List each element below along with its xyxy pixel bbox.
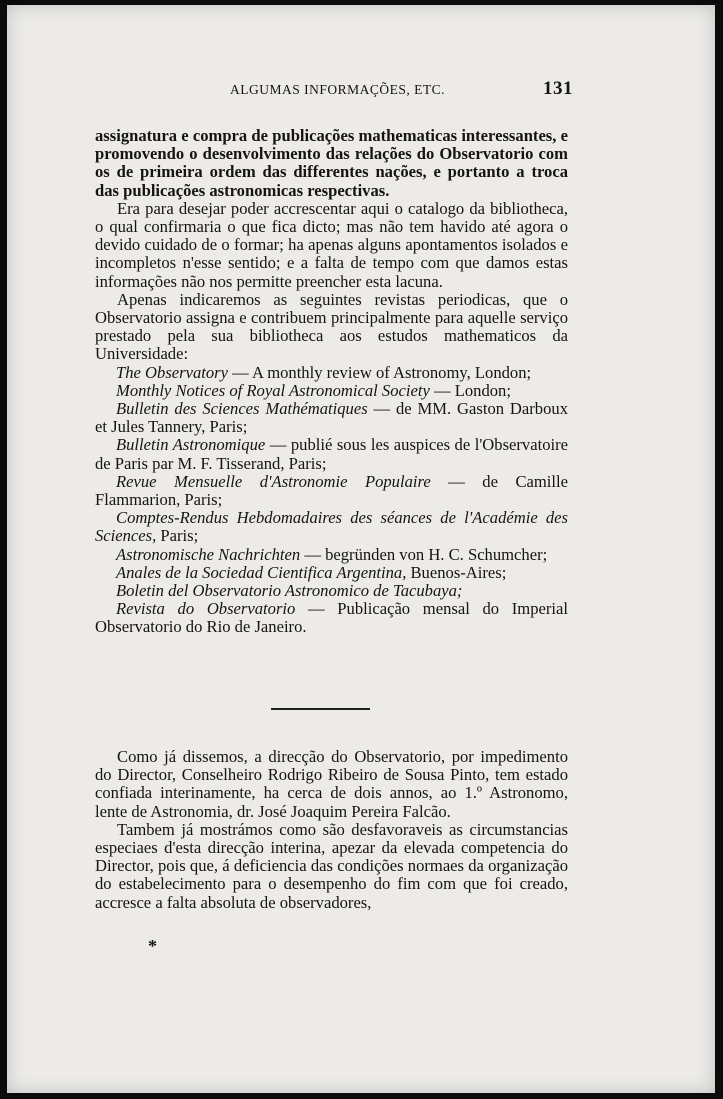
journal-title: Bulletin Astronomique (116, 435, 266, 455)
journal-title: Astronomische Nachrichten (116, 544, 301, 564)
journal-details: — London; (429, 380, 511, 400)
journal-details: — de Camille Flammarion, Paris; (95, 471, 568, 510)
journal-entry (95, 600, 568, 636)
journal-title: Anales de la Sociedad Cientifica Argentina, (116, 562, 407, 582)
journal-entry (95, 382, 568, 400)
journal-title: Bulletin des Sciences Mathématiques (116, 399, 368, 419)
journal-details: — A monthly review of Astronomy, London; (228, 362, 532, 382)
running-title: ALGUMAS INFORMAÇÕES, ETC. (230, 82, 446, 97)
journal-details: Buenos-Aires; (406, 562, 507, 582)
paragraph: Apenas indicaremos as seguintes revistas periodicas, que o Observatorio assigna e contribuem principalmente para aquelle serviço prestado pela sua bibliotheca aos estudos mathematicos da Universidade: (95, 289, 568, 364)
section-library (95, 127, 568, 637)
journal-details: — publié sous les auspices de l'Observatoire de Paris par M. F. Tisserand, Paris; (95, 435, 569, 473)
journal-details: — begründen von H. C. Schumcher; (300, 544, 548, 564)
journal-title: Comptes-Rendus Hebdomadaires des séances de l'Académie des Sciences, (95, 508, 568, 546)
journal-entry (95, 436, 568, 472)
journal-entry (95, 473, 568, 509)
journal-details: Paris; (156, 526, 199, 546)
journal-entry (95, 509, 568, 545)
journal-title: The Observatory (116, 362, 228, 382)
section-divider (271, 708, 370, 710)
journal-details: — Publicação mensal do Imperial Observatorio do Rio de Janeiro. (95, 599, 568, 637)
journal-entry (95, 564, 568, 582)
journal-entry (95, 582, 568, 600)
journal-title: Revue Mensuelle d'Astronomie Populaire (116, 471, 431, 491)
journal-details: — de MM. Gaston Darboux et Jules Tannery, Paris; (95, 399, 568, 437)
paragraph: Tambem já mostrámos como são desfavoraveis as circumstancias especiaes d'esta direcção interina, apezar da elevada competencia do Director, pois que, á deficiencia das condições normaes da organização do estabelecimento para o desempenho do fim com que foi creado, accresce a falta absoluta de observadores, (95, 819, 568, 912)
page-number: 131 (543, 78, 573, 99)
signature-mark: * (148, 936, 157, 956)
journal-entry (95, 364, 568, 382)
journal-entry (95, 546, 568, 564)
paragraph: Era para desejar poder accrescentar aqui o catalogo da bibliotheca, o qual confirmaria o que fica dicto; mas não tem havido até agora o devido cuidado de o formar; ha apenas alguns apontamentos isolados e incompletos n'esse sentido; e a falta de tempo com que damos estas informações não nos permitte preencher esta lacuna. (95, 198, 568, 291)
paragraph: Como já dissemos, a direcção do Observatorio, por impedimento do Director, Conselheiro Rodrigo Ribeiro de Sousa Pinto, tem estado confiada interinamente, ha cerca de dois annos, ao 1.º Astronomo, lente de Astronomia, dr. José Joaquim Pereira Falcão. (95, 747, 568, 821)
paragraph: assignatura e compra de publicações mathematicas interessantes, e promovendo o desenvolvimento das relações do Observatorio com os de primeira ordem das differentes nações, e portanto a troca das publicações astronomicas respectivas. (95, 126, 568, 200)
journal-title: Monthly Notices of Royal Astronomical Society (116, 380, 430, 400)
journal-list (95, 364, 568, 637)
section-direction (95, 748, 568, 912)
journal-title: Boletin del Observatorio Astronomico de Tacubaya; (116, 581, 463, 601)
journal-title: Revista do Observatorio (116, 599, 296, 619)
journal-entry (95, 400, 568, 436)
